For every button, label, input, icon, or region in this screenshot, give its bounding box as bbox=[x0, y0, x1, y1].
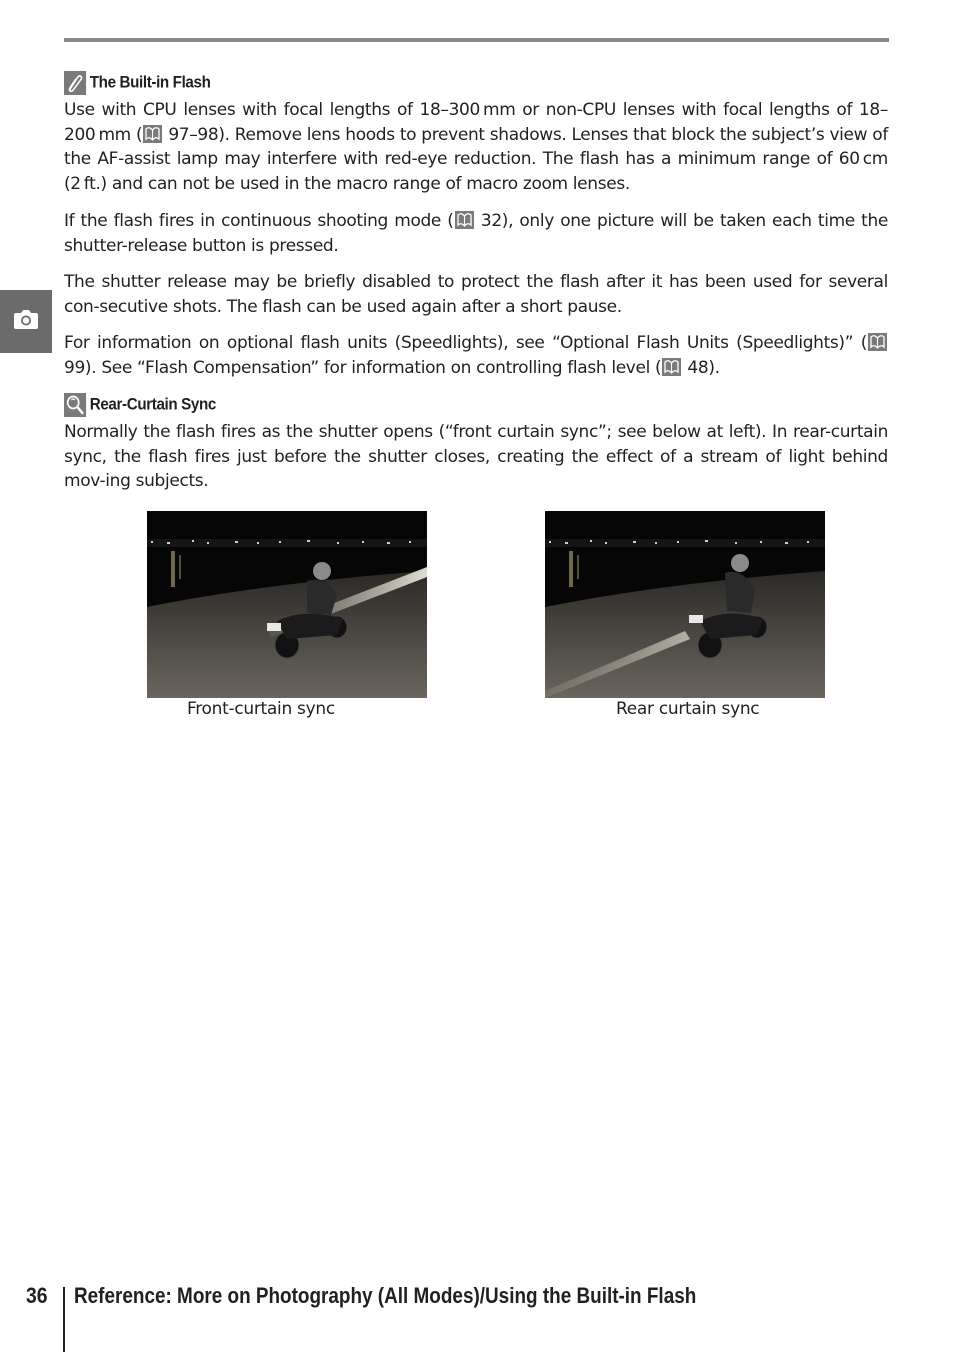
figure-caption-rear-curtain: Rear curtain sync bbox=[616, 699, 760, 719]
photo-front-curtain-sync bbox=[147, 511, 427, 698]
section-heading-text: Rear-Curtain Sync bbox=[89, 395, 216, 414]
top-rule bbox=[64, 38, 889, 42]
paragraph-shutter-release: The shutter release may be briefly disabled to protect the flash after it has been used for several con-secutive shots. The flash can be used again after a short pause. bbox=[64, 272, 888, 317]
paragraph-lens-compat bbox=[64, 98, 888, 196]
text-run: 32), only one picture will be taken each time the shutter-release button is pressed. bbox=[64, 211, 889, 256]
text-run: 99). See “Flash Compensation” for information on controlling flash level ( bbox=[64, 357, 662, 378]
text-run: 97–98). Remove lens hoods to prevent shadows. Lenses that block the subject’s view of the AF-assist lamp may interfere with red-eye reduction. The flash has a minimum range of 60 cm (2 ft.) and can not be used in the macro range of macro zoom lenses. bbox=[64, 124, 888, 194]
paragraph-optional-flash bbox=[64, 331, 888, 380]
figure-caption-front-curtain: Front-curtain sync bbox=[187, 699, 335, 719]
paragraph-rear-curtain: Normally the flash fires as the shutter opens (“front curtain sync”; see below at left). In rear-curtain sync, the flash fires just before the shutter closes, creating the effect of a stream of light behind mov-ing subjects. bbox=[64, 422, 888, 491]
paragraph-continuous-mode bbox=[64, 209, 888, 258]
section-heading-built-in-flash bbox=[64, 71, 210, 95]
photo-rear-curtain-sync bbox=[545, 511, 825, 698]
text-run: Use with CPU lenses with focal lengths of 18–300 mm or non-CPU lenses with focal lengths of 18– 200 mm ( bbox=[64, 100, 888, 145]
page-ref-icon bbox=[662, 358, 681, 376]
text-run: For information on optional flash units (Speedlights), see “Optional Flash Units (Speedlights)” ( bbox=[64, 333, 867, 353]
magnifier-tip-icon bbox=[64, 393, 86, 417]
pencil-note-icon bbox=[64, 71, 86, 95]
section-heading-text: The Built-in Flash bbox=[89, 73, 211, 92]
page-ref-icon bbox=[143, 125, 162, 143]
footer-divider bbox=[63, 1287, 65, 1352]
chapter-tab bbox=[0, 290, 52, 353]
footer-title: Reference: More on Photography (All Modes)/Using the Built-in Flash bbox=[74, 1283, 697, 1308]
text-run: 48). bbox=[682, 357, 720, 378]
text-run: If the flash fires in continuous shooting mode ( bbox=[64, 211, 454, 231]
page-number: 36 bbox=[26, 1283, 48, 1308]
camera-icon bbox=[14, 309, 38, 329]
section-heading-rear-curtain-sync bbox=[64, 393, 216, 417]
page-ref-icon bbox=[455, 211, 474, 229]
page-ref-icon bbox=[868, 333, 887, 351]
